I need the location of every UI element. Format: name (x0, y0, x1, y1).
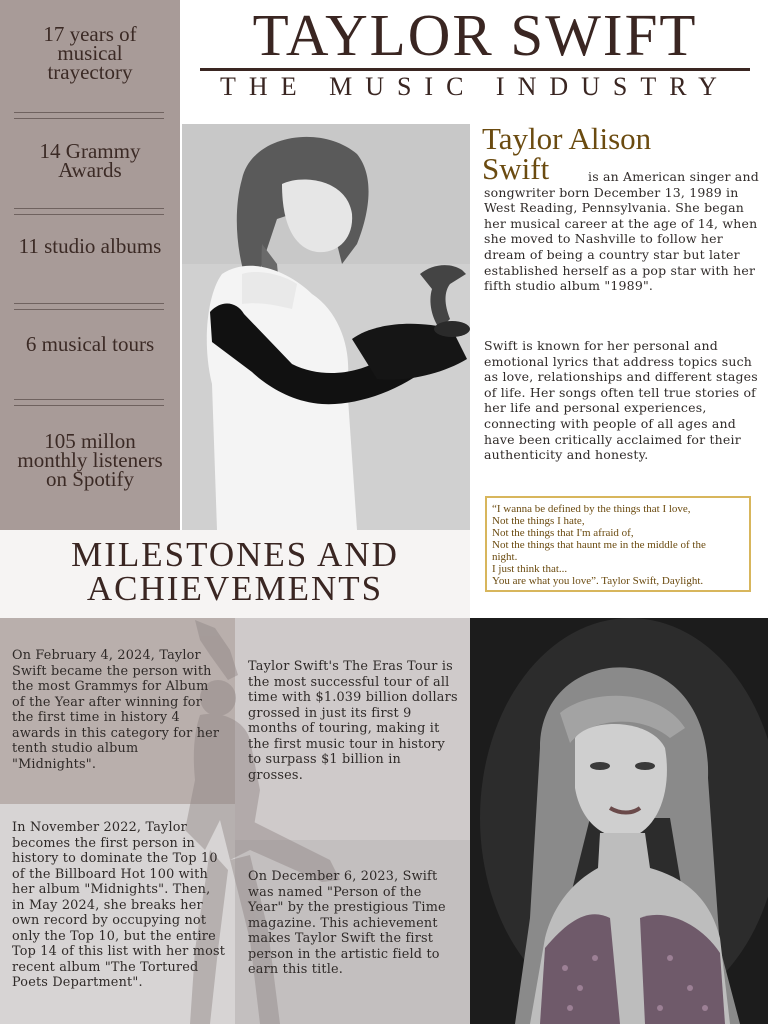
milestone-text (248, 869, 458, 978)
milestones-title (0, 535, 470, 608)
quote-line: I just think that... (492, 563, 568, 575)
quote-line: Not the things that I'm afraid of, (492, 527, 634, 539)
stat-divider (14, 303, 164, 310)
quote-line: Not the things I hate, (492, 515, 585, 527)
milestone-text (248, 659, 460, 783)
quote-line: You are what you love”. Taylor Swift, Daylight. (492, 575, 704, 587)
daylight-quote (485, 496, 751, 592)
grammy-photo-illustration (182, 124, 470, 530)
page-subtitle: THE MUSIC INDUSTRY (220, 72, 730, 101)
stat-years: 17 years of musical trayectory (43, 22, 137, 84)
milestones-title-line1: MILESTONES AND (71, 535, 399, 574)
milestones-title-line2: ACHIEVEMENTS (86, 569, 384, 608)
stat-divider (14, 112, 164, 119)
bio-intro: is an American singer and songwriter born December 13, 1989 in West Reading, Pennsylvania. She began her musical career at the age of 14, when she moved to Nashville to follow her dream of being a country star but later established herself as a pop star with her fifth studio album "1989". (484, 169, 759, 294)
quote-line: “I wanna be defined by the things that I love, (492, 503, 691, 515)
milestone-text-time: On December 6, 2023, Swift was named "Person of the Year" by the prestigious Time magazine. This achievement makes Taylor Swift the first person in the artistic field to earn this title. (248, 869, 446, 977)
stat-divider (14, 399, 164, 406)
stat-divider (14, 208, 164, 215)
portrait-photo (470, 618, 768, 1024)
bio-name-line1: Taylor Alison (482, 121, 652, 156)
milestone-text (12, 820, 226, 991)
milestone-text (12, 648, 224, 772)
bio-name-line2: Swift (482, 151, 550, 186)
milestone-text-eras-tour: Taylor Swift's The Eras Tour is the most successful tour of all time with $1.039 billion dollars grossed in just its first 9 months of touring, making it the first music tour in history to surpass $1 billion in grosses. (248, 659, 458, 783)
milestone-text-billboard: In November 2022, Taylor becomes the first person in history to dominate the Top 10 of the Billboard Hot 100 with her album "Midnights". Then, in May 2024, she breaks her own record by occupying not only the Top 10, but the entire Top 14 of this list with her most recent album "The Tortured Poets Department". (12, 820, 226, 990)
page-title: TAYLOR SWIFT (252, 2, 698, 68)
title-divider (200, 68, 750, 71)
stat-listeners: 105 millon monthly listeners on Spotify (17, 429, 163, 491)
stat-grammys: 14 Grammy Awards (39, 139, 141, 182)
grammy-photo (182, 124, 470, 530)
milestone-text-grammys: On February 4, 2024, Taylor Swift became the person with the most Grammys for Album of the Year after winning for the first time in history 4 awards in this category for her tenth studio album "Midnights". (12, 648, 220, 772)
bio-paragraph: Swift is known for her personal and emotional lyrics that address topics such as love, relationships and different stages of life. Her songs often tell true stories of her life and personal experiences, connecting with people of all ages and have been critically acclaimed for their authenticity and honesty. (484, 338, 758, 463)
stat-tours: 6 musical tours (25, 332, 155, 356)
stat-albums: 11 studio albums (18, 234, 162, 258)
stats-sidebar (0, 0, 180, 530)
quote-line: night. (492, 551, 518, 563)
portrait-illustration (470, 618, 768, 1024)
quote-line: Not the things that haunt me in the middle of the (492, 539, 706, 551)
